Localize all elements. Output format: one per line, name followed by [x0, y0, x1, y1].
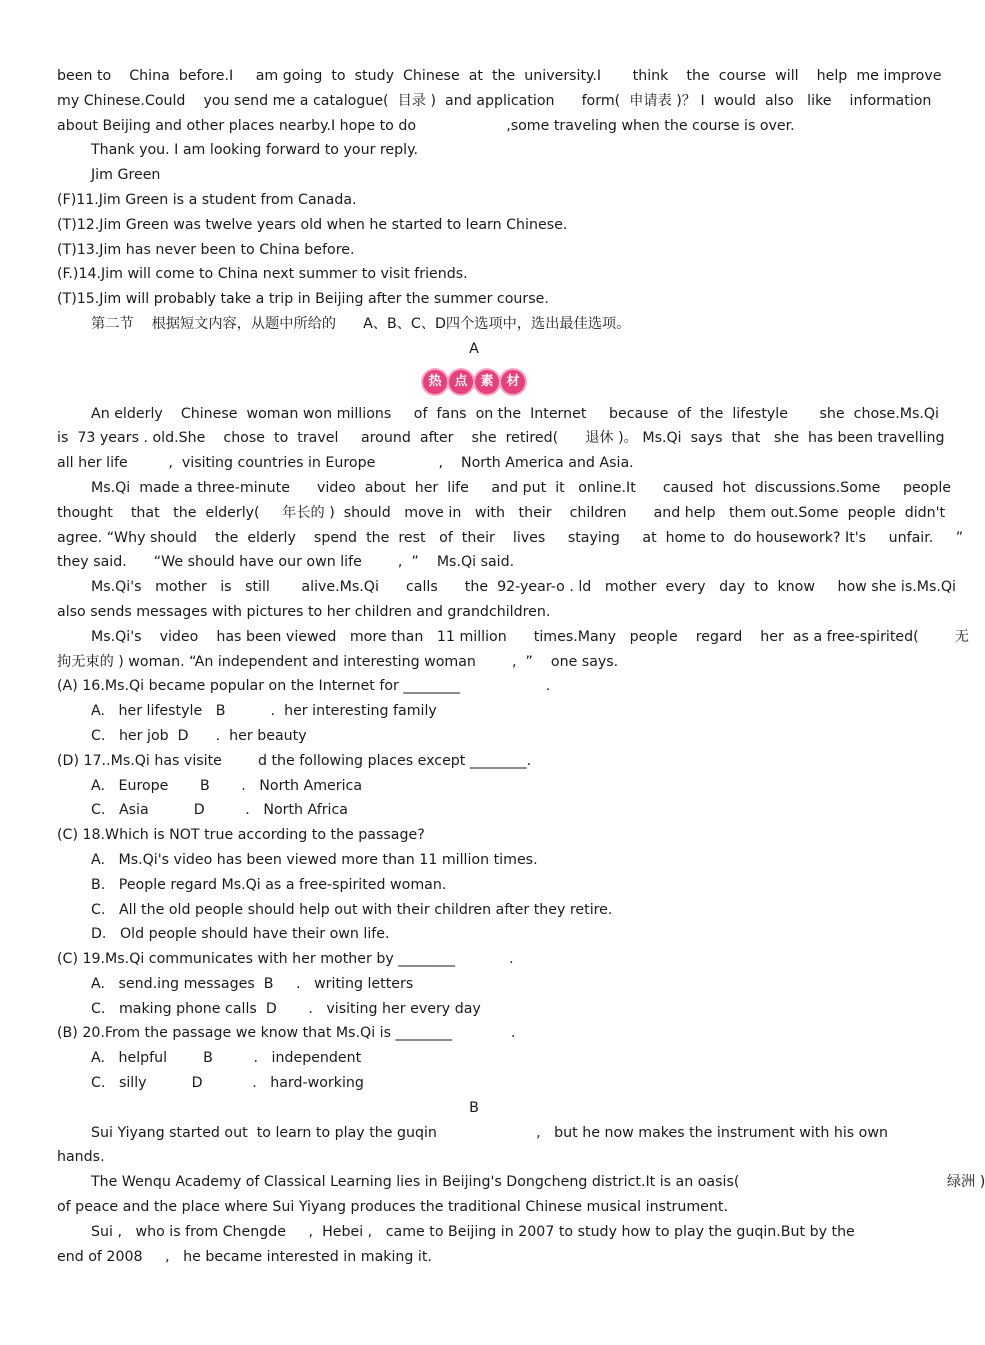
passage-line: hands.	[57, 1149, 105, 1166]
question-options: A. her lifestyle B . her interesting family	[91, 703, 437, 720]
passage-line: Ms.Qi's mother is still alive.Ms.Qi calls the 92-year-o . ld mother every day to know how she is.Ms.Qi	[91, 579, 956, 596]
question-17	[57, 749, 891, 823]
question-options: A. send.ing messages B . writing letters	[91, 975, 414, 992]
question-option: C. All the old people should help out with their children after they retire.	[91, 901, 613, 918]
question-stem: (B) 20.From the passage we know that Ms.Qi is ________ .	[57, 1025, 516, 1042]
question-16	[57, 674, 891, 748]
passage-line: of peace and the place where Sui Yiyang produces the traditional Chinese musical instrument.	[57, 1199, 728, 1216]
question-stem: (C) 18.Which is NOT true according to the passage?	[57, 827, 425, 844]
passage-line: they said. “We should have our own life , ” Ms.Qi said.	[57, 554, 515, 571]
passage-line: end of 2008 , he became interested in making it.	[57, 1248, 432, 1265]
passage-line: all her life , visiting countries in Europe , North America and Asia.	[57, 455, 634, 472]
question-option: B. People regard Ms.Qi as a free-spirited woman.	[91, 876, 447, 893]
question-stem: (C) 19.Ms.Qi communicates with her mother by ________ .	[57, 951, 514, 968]
tf-answer: (F)11.Jim Green is a student from Canada.	[57, 191, 357, 208]
tf-answer: (T)12.Jim Green was twelve years old when he started to learn Chinese.	[57, 216, 568, 233]
question-option: D. Old people should have their own life.	[91, 926, 390, 943]
tf-answer: (F.)14.Jim will come to China next summer to visit friends.	[57, 266, 468, 283]
question-option: A. Ms.Qi's video has been viewed more than 11 million times.	[91, 851, 538, 868]
section-instruction: 第二节 根据短文内容，从题中所给的 A、B、C、D四个选项中，选出最佳选项。	[91, 315, 631, 332]
question-options: C. Asia D . North Africa	[91, 802, 348, 819]
question-18	[57, 823, 891, 947]
letter-line: about Beijing and other places nearby.I hope to do ,some traveling when the course is over.	[57, 117, 795, 134]
hot-topic-badge	[57, 362, 891, 402]
letter-section	[57, 64, 942, 188]
passage-a-text	[57, 402, 969, 675]
tf-answer: (T)13.Jim has never been to China before.	[57, 241, 355, 258]
question-options: C. her job D . her beauty	[91, 727, 307, 744]
tf-answer: (T)15.Jim will probably take a trip in Beijing after the summer course.	[57, 291, 549, 308]
question-options: C. making phone calls D . visiting her every day	[91, 1000, 481, 1017]
letter-signature: Jim Green	[91, 167, 161, 184]
passage-line: Ms.Qi's video has been viewed more than 11 million times.Many people regard her as a free-spirited( 无	[91, 628, 969, 645]
passage-line: Ms.Qi made a three-minute video about her life and put it online.It caused hot discussions.Some people	[91, 479, 952, 496]
letter-line: been to China before.I am going to study Chinese at the university.I think the course will help me improve	[57, 68, 942, 84]
question-options: C. silly D . hard-working	[91, 1075, 364, 1092]
question-options: A. Europe B . North America	[91, 777, 363, 794]
badge-char: 点	[449, 370, 473, 394]
letter-line: my Chinese.Could you send me a catalogue( 目录 ) and application form( 申请表 )？ I would also like information	[57, 92, 932, 109]
question-options: A. helpful B . independent	[91, 1050, 362, 1067]
question-stem: (A) 16.Ms.Qi became popular on the Internet for ________ .	[57, 678, 551, 695]
passage-line: Sui , who is from Chengde , Hebei , came to Beijing in 2007 to study how to play the guqin.But by the	[91, 1223, 855, 1240]
passage-line: is 73 years . old.She chose to travel around after she retired( 退休 )。 Ms.Qi says that she has been travelling	[57, 430, 945, 447]
passage-line: also sends messages with pictures to her children and grandchildren.	[57, 603, 551, 620]
true-false-answers	[57, 188, 891, 312]
question-20	[57, 1021, 891, 1095]
letter-closing: Thank you. I am looking forward to your reply.	[91, 142, 418, 159]
question-19	[57, 947, 891, 1021]
passage-b-text	[57, 1121, 985, 1270]
passage-line: 拘无束的 ) woman. “An independent and interesting woman , ” one says.	[57, 653, 619, 670]
passage-line: The Wenqu Academy of Classical Learning lies in Beijing's Dongcheng district.It is an oasis( 绿洲 )	[91, 1174, 985, 1191]
document-page	[57, 64, 985, 1269]
passage-line: agree. “Why should the elderly spend the rest of their lives staying at home to do housework? It's unfair. ”	[57, 529, 964, 546]
badge-char: 素	[475, 370, 499, 394]
passage-line: An elderly Chinese woman won millions of fans on the Internet because of the lifestyle she chose.Ms.Qi	[91, 405, 940, 422]
passage-line: Sui Yiyang started out to learn to play the guqin , but he now makes the instrument with his own	[91, 1124, 888, 1141]
passage-line: thought that the elderly( 年长的 ) should move in with their children and help them out.Some people didn't	[57, 504, 946, 521]
badge-char: 材	[501, 370, 525, 394]
badge-char: 热	[423, 370, 447, 394]
passage-a-label: A	[469, 340, 479, 357]
passage-b-label: B	[469, 1099, 479, 1116]
question-stem: (D) 17..Ms.Qi has visite d the following places except ________.	[57, 752, 532, 769]
